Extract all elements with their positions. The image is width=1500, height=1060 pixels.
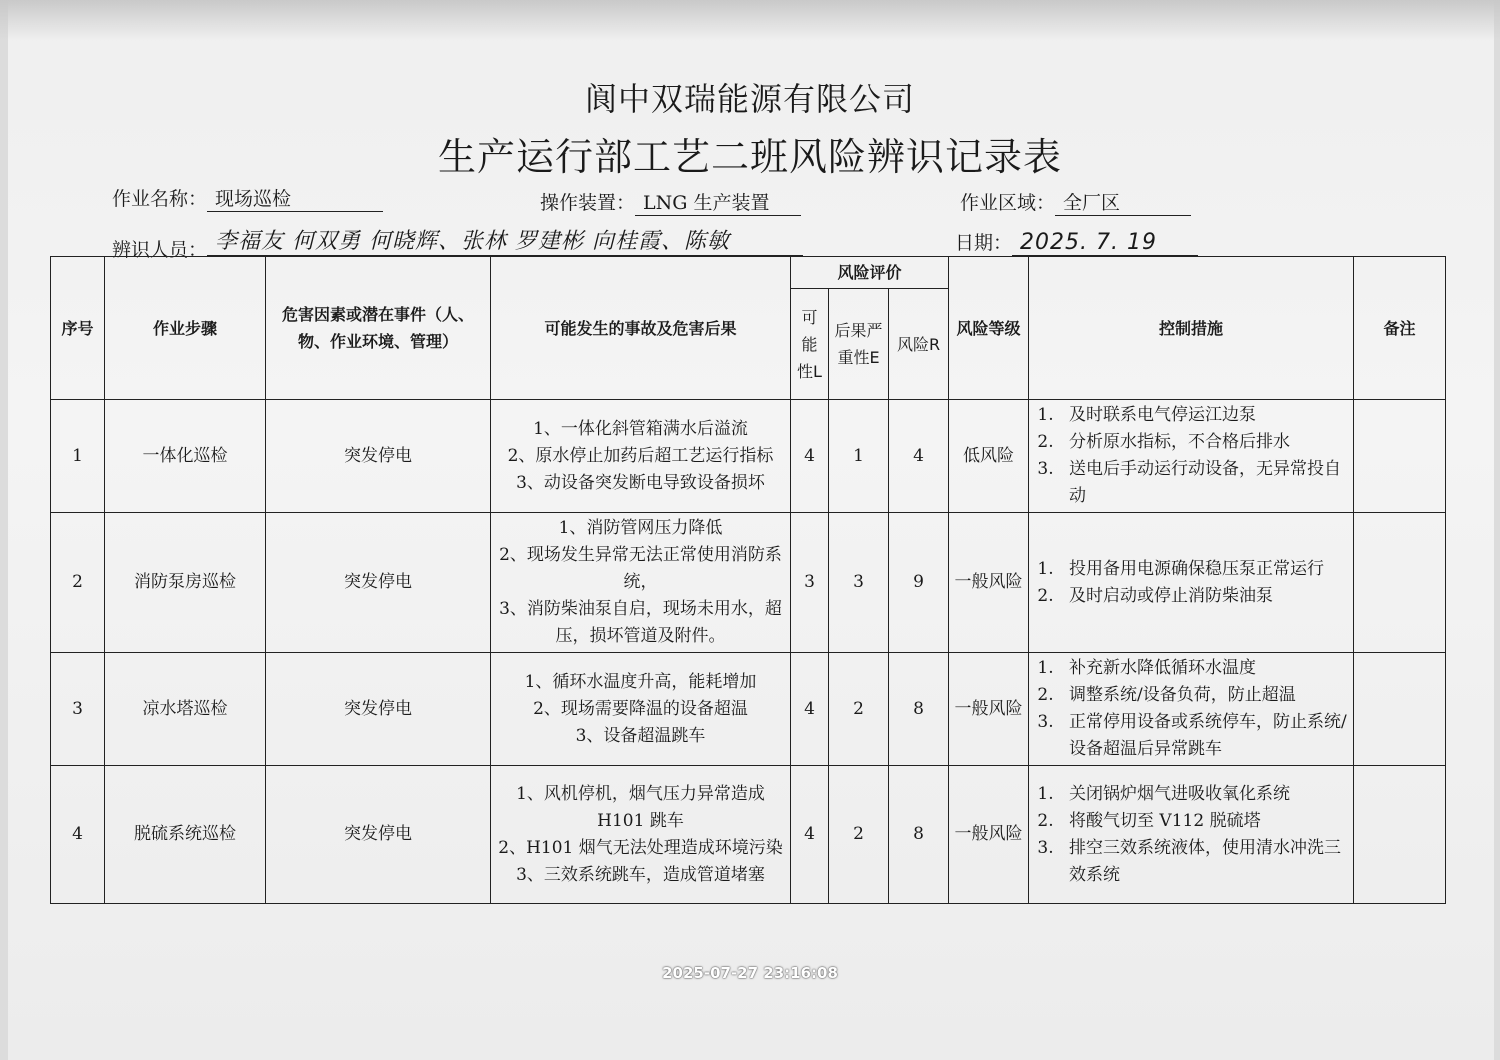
form-title: 生产运行部工艺二班风险辨识记录表 — [437, 135, 1062, 179]
consequence-line: 3、设备超温跳车 — [575, 725, 706, 746]
cell-consequence — [491, 766, 791, 904]
job-name-label: 作业名称： — [112, 188, 208, 210]
device-label: 操作装置： — [540, 192, 636, 214]
cell-risk-value: 4 — [889, 400, 949, 513]
consequence-line: 1、消防管网压力降低 — [558, 518, 723, 538]
header-likelihood: 可能性L — [791, 289, 829, 400]
consequence-line: 2、现场发生异常无法正常使用消防系统， — [499, 545, 782, 592]
table-row — [51, 513, 1446, 653]
cell-consequence — [491, 400, 791, 513]
date-value: 2025. 7. 19 — [1012, 230, 1198, 256]
cell-risk-value: 8 — [889, 653, 949, 766]
control-item: 3. 正常停用设备或系统停车，防止系统/设备超温后异常跳车 — [1059, 709, 1349, 763]
cell-severity: 1 — [829, 400, 889, 513]
cell-consequence — [491, 653, 791, 766]
cell-seq: 1 — [51, 400, 105, 513]
top-shadow — [0, 0, 1500, 40]
consequence-line: 1、风机停机，烟气压力异常造成H101 跳车 — [516, 783, 765, 831]
cell-risk-value: 8 — [889, 766, 949, 904]
header-step: 作业步骤 — [105, 257, 266, 400]
cell-risk-level: 一般风险 — [949, 766, 1029, 904]
cell-step: 消防泵房巡检 — [105, 513, 266, 653]
cell-hazard: 突发停电 — [266, 766, 491, 904]
control-item: 2. 调整系统/设备负荷，防止超温 — [1059, 682, 1349, 709]
cell-control — [1029, 400, 1354, 513]
company-name: 阆中双瑞能源有限公司 — [584, 80, 915, 118]
cell-likelihood: 4 — [791, 653, 829, 766]
header-remark: 备注 — [1354, 257, 1446, 400]
area-label: 作业区域： — [960, 192, 1056, 214]
cell-likelihood: 4 — [791, 766, 829, 904]
persons-label: 辨识人员： — [112, 239, 208, 261]
header-control: 控制措施 — [1029, 257, 1354, 400]
control-item: 2. 将酸气切至 V112 脱硫塔 — [1059, 808, 1349, 835]
cell-remark — [1354, 653, 1446, 766]
header-risk-value: 风险R — [889, 289, 949, 400]
cell-risk-level: 一般风险 — [949, 653, 1029, 766]
header-hazard: 危害因素或潜在事件（人、物、作业环境、管理） — [266, 257, 491, 400]
date-label: 日期： — [955, 232, 1013, 254]
cell-likelihood: 4 — [791, 400, 829, 513]
risk-table — [50, 256, 1446, 904]
header-consequence: 可能发生的事故及危害后果 — [491, 257, 791, 400]
cell-control — [1029, 513, 1354, 653]
device-field — [540, 188, 801, 216]
consequence-line: 2、原水停止加药后超工艺运行指标 — [507, 445, 774, 466]
cell-remark — [1354, 513, 1446, 653]
control-item: 1. 补充新水降低循环水温度 — [1059, 655, 1349, 682]
control-item: 3. 送电后手动运行动设备，无异常投自动 — [1059, 456, 1349, 510]
header-severity: 后果严重性E — [829, 289, 889, 400]
cell-risk-value: 9 — [889, 513, 949, 653]
cell-severity: 3 — [829, 513, 889, 653]
cell-risk-level: 一般风险 — [949, 513, 1029, 653]
cell-step: 一体化巡检 — [105, 400, 266, 513]
header-risk-eval: 风险评价 — [791, 257, 949, 289]
table-row — [51, 653, 1446, 766]
control-item: 2. 及时启动或停止消防柴油泵 — [1059, 583, 1349, 610]
cell-remark — [1354, 400, 1446, 513]
cell-step: 凉水塔巡检 — [105, 653, 266, 766]
consequence-line: 3、动设备突发断电导致设备损坏 — [516, 472, 765, 493]
cell-risk-level: 低风险 — [949, 400, 1029, 513]
job-name-value: 现场巡检 — [207, 184, 383, 212]
cell-step: 脱硫系统巡检 — [105, 766, 266, 904]
header-risk-level: 风险等级 — [949, 257, 1029, 400]
persons-signature: 李福友 何双勇 何晓辉、张林 罗建彬 向桂霞、陈敏 — [207, 224, 803, 256]
consequence-line: 3、消防柴油泵自启，现场未用水，超压，损坏管道及附件。 — [499, 599, 782, 646]
cell-control — [1029, 766, 1354, 904]
area-field — [960, 188, 1191, 216]
cell-consequence — [491, 513, 791, 653]
job-name-field — [112, 184, 383, 212]
device-value: LNG 生产装置 — [635, 188, 801, 216]
consequence-line: 2、H101 烟气无法处理造成环境污染 — [498, 837, 783, 858]
date-field — [955, 228, 1198, 256]
cell-hazard: 突发停电 — [266, 400, 491, 513]
table-row — [51, 766, 1446, 904]
cell-severity: 2 — [829, 653, 889, 766]
control-item: 3. 排空三效系统液体，使用清水冲洗三效系统 — [1059, 835, 1349, 889]
cell-remark — [1354, 766, 1446, 904]
cell-severity: 2 — [829, 766, 889, 904]
cell-seq: 3 — [51, 653, 105, 766]
cell-control — [1029, 653, 1354, 766]
header-seq: 序号 — [51, 257, 105, 400]
consequence-line: 1、循环水温度升高，能耗增加 — [524, 671, 757, 692]
area-value: 全厂区 — [1055, 188, 1191, 216]
consequence-line: 2、现场需要降温的设备超温 — [533, 698, 748, 719]
consequence-line: 1、一体化斜管箱满水后溢流 — [533, 418, 748, 439]
cell-seq: 4 — [51, 766, 105, 904]
cell-hazard: 突发停电 — [266, 653, 491, 766]
photo-timestamp: 2025-07-27 23:16:08 — [662, 964, 838, 982]
control-item: 1. 关闭锅炉烟气进吸收氧化系统 — [1059, 781, 1349, 808]
table-row — [51, 400, 1446, 513]
cell-hazard: 突发停电 — [266, 513, 491, 653]
control-item: 1. 投用备用电源确保稳压泵正常运行 — [1059, 556, 1349, 583]
cell-likelihood: 3 — [791, 513, 829, 653]
cell-seq: 2 — [51, 513, 105, 653]
control-item: 1. 及时联系电气停运江边泵 — [1059, 402, 1349, 429]
control-item: 2. 分析原水指标，不合格后排水 — [1059, 429, 1349, 456]
consequence-line: 3、三效系统跳车，造成管道堵塞 — [516, 864, 765, 885]
